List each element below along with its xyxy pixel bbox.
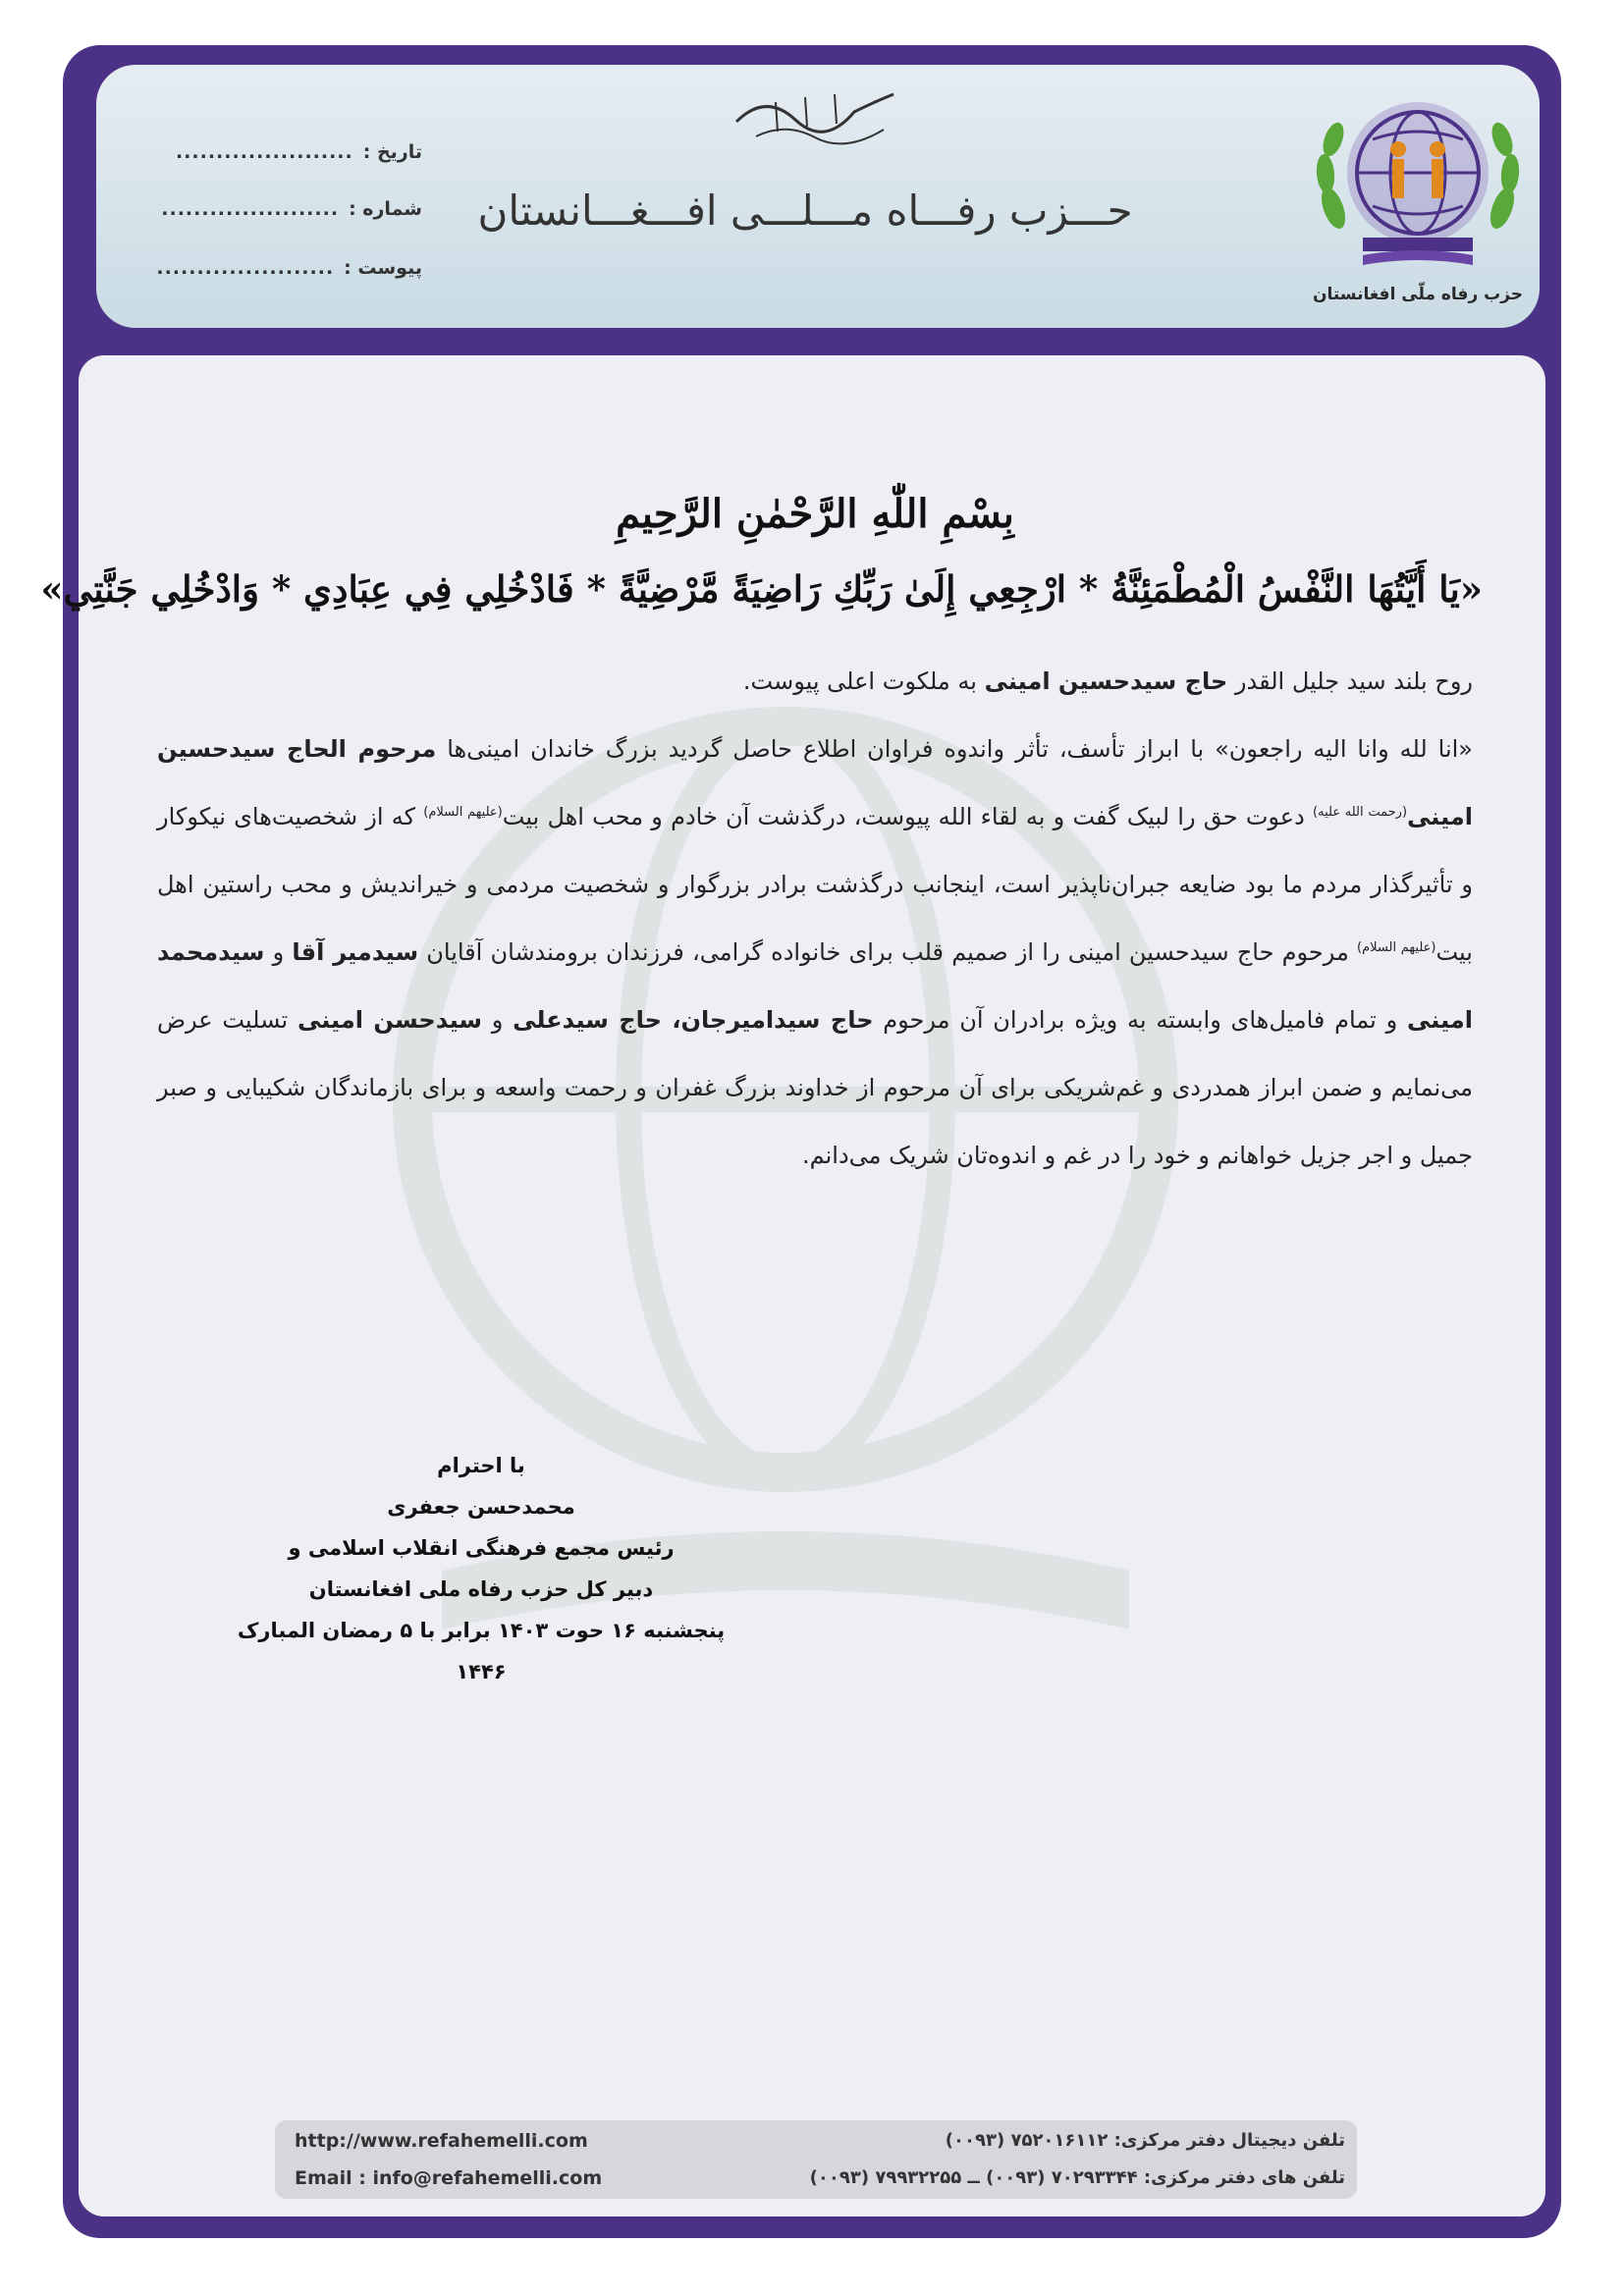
honorific-sup-1: (رحمت الله علیه) xyxy=(1313,805,1408,820)
p2-text-a: «انا لله وانا الیه راجعون» با ابراز تأسف، تأثر واندوه فراوان اطلاع حاصل گردید بزرگ خاندان امینی‌ها xyxy=(447,735,1473,763)
son-name-2: سیدمحمد امینی xyxy=(157,938,1473,1034)
logo-caption: حزب رفاه ملّی افغانستان xyxy=(1312,285,1524,304)
date-label: تاریخ : xyxy=(362,141,422,163)
website-link[interactable]: http://www.refahemelli.com xyxy=(295,2130,588,2152)
conjunction-2: و xyxy=(491,1006,504,1034)
attachment-field xyxy=(118,251,422,285)
quran-verse: «يَا أَيَّتُهَا النَّفْسُ الْمُطْمَئِنَّةُ * ارْجِعِي إِلَىٰ رَبِّكِ رَاضِيَةً مَّرْضِيَّةً * فَادْخُلِي فِي عِبَادِي * وَادْخُلِي جَنَّتِي» xyxy=(40,567,1483,611)
p2-text-m: تسلیت عرض می‌نمایم و ضمن ابراز همدردی و غم‌شریکی برای آن مرحوم از خداوند بزرگ غفران و رحمت واسعه و برای بازماندگان شکیبایی و صبر جمیل و اجر جزیل خواهانم و خود را در غم و اندوه‌تان شریک می‌دانم. xyxy=(157,1006,1473,1169)
closing: با احترام xyxy=(437,1454,525,1477)
date-value: ...................... xyxy=(175,141,353,163)
office-phones: تلفن های دفتر مرکزی: ۷۰۲۹۳۳۴۴ (۰۰۹۳) ــ ۷۹۹۳۲۲۵۵ (۰۰۹۳) xyxy=(809,2167,1345,2188)
attachment-value: ...................... xyxy=(156,257,335,279)
son-name-1: سیدمیر آقا xyxy=(292,938,419,966)
deceased-name: حاج سیدحسین امینی xyxy=(984,667,1228,695)
signature-block xyxy=(236,1445,727,1692)
brother-name-last: سیدحسن امینی xyxy=(297,1006,482,1034)
number-label: شماره : xyxy=(349,198,422,220)
number-value: ...................... xyxy=(161,198,340,220)
letter-body xyxy=(157,648,1473,1190)
p2-text-i: و تمام فامیل‌های وابسته به ویژه برادران آن مرحوم xyxy=(883,1006,1398,1034)
globe-laurel-icon xyxy=(1304,80,1532,287)
letter-basmala: بِسْمِ اللّٰهِ الرَّحْمٰنِ الرَّحِيمِ xyxy=(616,491,1014,537)
email-link[interactable]: Email : info@refahemelli.com xyxy=(295,2167,603,2189)
honorific-sup-3: (علیهم السلام) xyxy=(1357,940,1436,955)
paragraph-opening xyxy=(157,648,1473,716)
conjunction-1: و xyxy=(272,938,285,966)
signer-title-1: رئیس مجمع فرهنگی انقلاب اسلامی و xyxy=(288,1536,675,1560)
number-field xyxy=(118,192,422,226)
signer-title-2: دبیر کل حزب رفاه ملی افغانستان xyxy=(308,1577,654,1601)
basmala-calligraphy-icon xyxy=(727,82,903,151)
date-field xyxy=(118,135,422,169)
brother-names: حاج سیدامیرجان، حاج سیدعلی xyxy=(513,1006,874,1034)
signer-name: محمدحسن جعفری xyxy=(387,1495,575,1519)
p1-text: روح بلند سید جلیل القدر xyxy=(1234,667,1473,695)
p2-text-e: مرحوم حاج سیدحسین امینی را از صمیم قلب برای خانواده گرامی، فرزندان برومندشان آقایان xyxy=(426,938,1349,966)
honorific-sup-2: (علیهم السلام) xyxy=(423,805,503,820)
p2-text-c: دعوت حق را لبیک گفت و به لقاء الله پیوست، درگذشت آن خادم و محب اهل بیت xyxy=(502,803,1305,830)
paragraph-condolence xyxy=(157,716,1473,1190)
party-name-title: حـــزب رفـــاه مـــلـــی افـــغـــانستان xyxy=(477,187,1133,235)
party-logo xyxy=(1304,80,1532,316)
p2-text-d: که از شخصیت‌های نیکوکار و تأثیرگذار مردم ما بود ضایعه جبران‌ناپذیر است، اینجانب درگذشت برادر بزرگوار و شخصیت مردمی و خیراندیش و محب راستین اهل بیت xyxy=(157,803,1473,966)
digital-phone: تلفن دیجیتال دفتر مرکزی: ۷۵۲۰۱۶۱۱۲ (۰۰۹۳) xyxy=(945,2130,1345,2151)
letter-date: پنجشنبه ۱۶ حوت ۱۴۰۳ برابر با ۵ رمضان المبارک ۱۴۴۶ xyxy=(237,1619,726,1683)
attachment-label: پیوست : xyxy=(344,257,422,279)
p1-text-end: به ملکوت اعلی پیوست. xyxy=(742,667,977,695)
deceased-title: مرحوم الحاج سیدحسین امینی xyxy=(157,735,1473,830)
